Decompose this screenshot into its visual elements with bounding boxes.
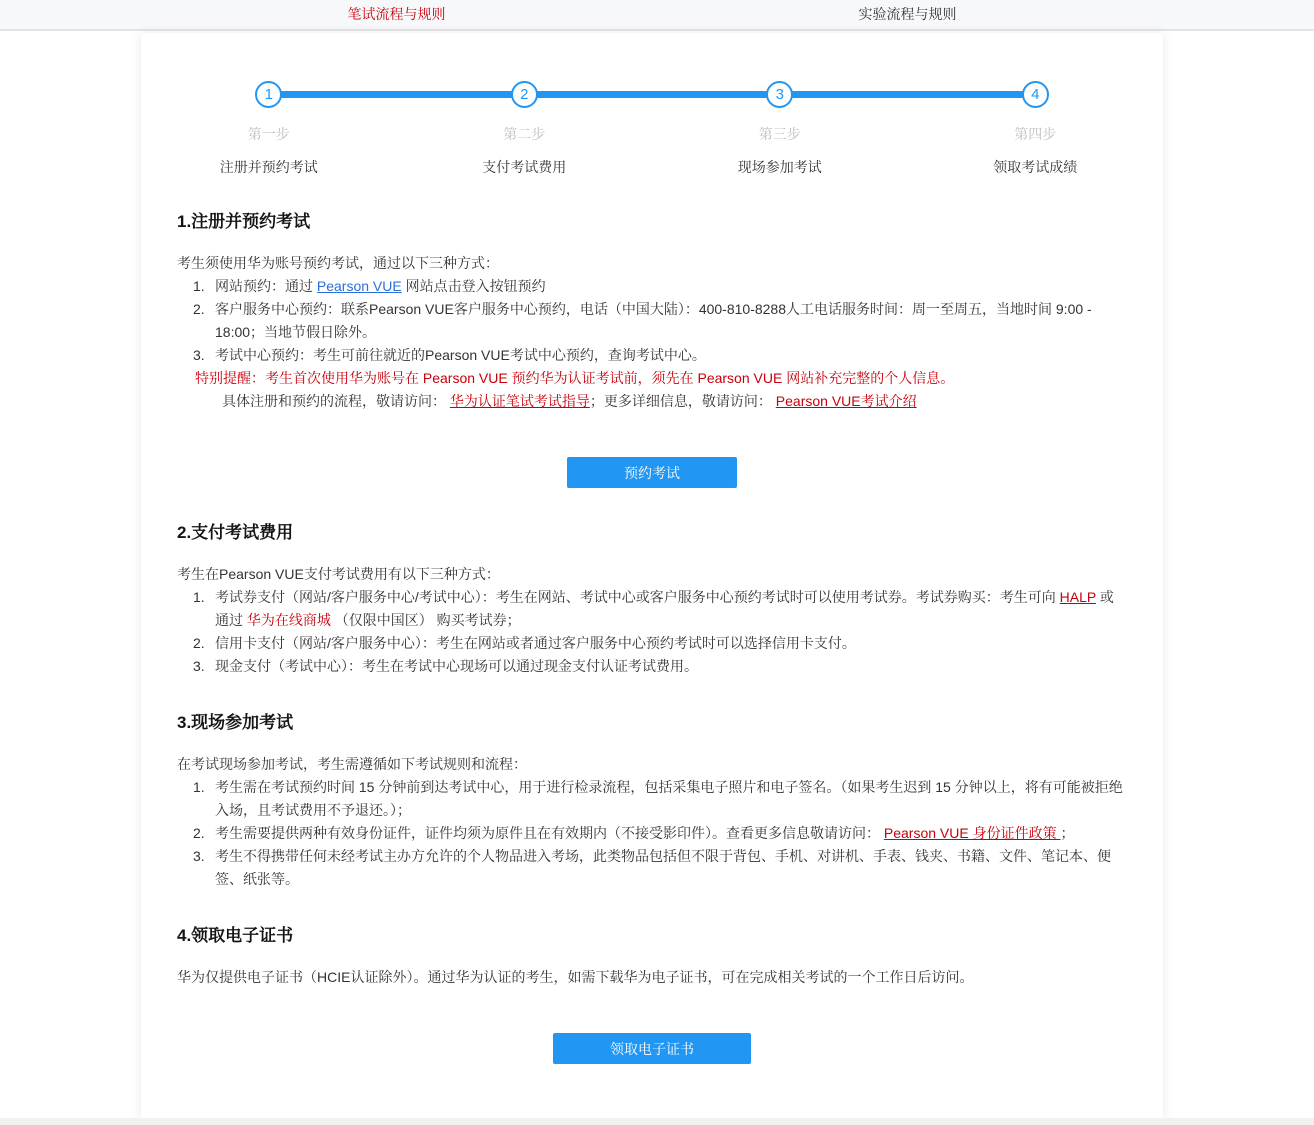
- pearson-vue-link[interactable]: Pearson VUE: [316, 278, 402, 294]
- step-label-1: 第一步: [247, 126, 290, 142]
- list-item-number: 2.: [193, 825, 205, 841]
- halp-link[interactable]: HALP: [1059, 589, 1096, 605]
- tab-written-exam[interactable]: 笔试流程与规则: [347, 6, 446, 22]
- list-item: [177, 586, 1127, 632]
- list-item: [177, 845, 1127, 891]
- section-note: [222, 390, 1127, 413]
- button-row: [177, 457, 1127, 488]
- text-segment: 或通过: [215, 589, 1114, 628]
- list-item-text: [215, 298, 1127, 344]
- step-label-2: 第二步: [503, 126, 546, 142]
- list-item: [177, 275, 1127, 298]
- list-item-number: 3.: [193, 658, 205, 674]
- list-item: [177, 822, 1127, 845]
- text-segment: 考生需在考试预约时间 15 分钟前到达考试中心，用于进行检录流程，包括采集电子照片和电子签名。（如果考生迟到 15 分钟以上，将有可能被拒绝入场，且考试费用不予退还。）；: [215, 779, 1123, 818]
- exam-process-stepper: [141, 33, 1163, 177]
- list-item: [177, 632, 1127, 655]
- list-item: [177, 655, 1127, 678]
- text-segment: 网站点击登入按钮预约: [401, 278, 546, 294]
- text-segment: 现金支付（考试中心）：考生在考试中心现场可以通过现金支付认证考试费用。: [215, 658, 698, 674]
- step-circle-3: 3: [766, 81, 793, 108]
- list-item-number: 2.: [193, 635, 205, 651]
- section-4: [177, 921, 1127, 1064]
- text-segment: ；更多详细信息，敬请访问：: [589, 393, 776, 409]
- stepper-steps: [141, 81, 1163, 177]
- list-item-text: [215, 586, 1127, 632]
- step-circle-4: 4: [1022, 81, 1049, 108]
- button-row: [177, 1033, 1127, 1064]
- section-heading-2: 2.支付考试费用: [177, 523, 294, 542]
- section-list: [177, 275, 1127, 367]
- list-item-text: [215, 344, 1127, 367]
- section-intro: 在考试现场参加考试，考生需遵循如下考试规则和流程：: [177, 756, 527, 772]
- list-item-number: 3.: [193, 848, 205, 864]
- list-item: [177, 776, 1127, 822]
- section-note: [195, 367, 1127, 390]
- stepper-step-3: [652, 81, 908, 177]
- text-segment: 网站预约：通过: [215, 278, 317, 294]
- step-label-3: 第三步: [758, 126, 801, 142]
- list-item: [177, 298, 1127, 344]
- step-circle-1: 1: [255, 81, 282, 108]
- section-intro: 考生须使用华为账号预约考试，通过以下三种方式：: [177, 255, 499, 271]
- step-label-4: 第四步: [1014, 126, 1057, 142]
- list-item-number: 1.: [193, 278, 205, 294]
- text-segment: （仅限中国区） 购买考试券；: [330, 612, 521, 628]
- list-item-number: 3.: [193, 347, 205, 363]
- section-heading-3: 3.现场参加考试: [177, 713, 294, 732]
- text-segment: 具体注册和预约的流程，敬请访问：: [222, 393, 450, 409]
- stepper-step-4: [908, 81, 1164, 177]
- section-intro: 华为仅提供电子证书（HCIE认证除外）。通过华为认证的考生，如需下载华为电子证书，可在完成相关考试的一个工作日后访问。: [177, 969, 974, 985]
- step-title-2: 支付考试费用: [482, 159, 567, 175]
- text-segment: 考试中心预约：考生可前往就近的Pearson VUE考试中心预约，查询考试中心。: [215, 347, 706, 363]
- step-title-1: 注册并预约考试: [219, 159, 318, 175]
- stepper-step-2: [397, 81, 653, 177]
- step-title-4: 领取考试成绩: [993, 159, 1078, 175]
- section-list: [177, 776, 1127, 891]
- sections-container: [141, 207, 1163, 1064]
- section-intro: 考生在Pearson VUE支付考试费用有以下三种方式：: [177, 566, 500, 582]
- written-exam-guide-link[interactable]: 华为认证笔试考试指导: [449, 393, 590, 409]
- section-1: [177, 207, 1127, 488]
- text-segment: 考生不得携带任何未经考试主办方允许的个人物品进入考场，此类物品包括但不限于背包、手机、对讲机、手表、钱夹、书籍、文件、笔记本、便签、纸张等。: [215, 848, 1111, 887]
- text-segment: 客户服务中心预约：联系Pearson VUE客户服务中心预约，电话（中国大陆）：400-810-8288人工电话服务时间：周一至周五，当地时间 9:00 - 18:00；当地节假日除外。: [215, 301, 1092, 340]
- huawei-online-store-link[interactable]: 华为在线商城: [246, 612, 331, 628]
- top-tab-bar: [0, 0, 1314, 31]
- text-segment: 信用卡支付（网站/客户服务中心）：考生在网站或者通过客户服务中心预约考试时可以选择信用卡支付。: [215, 635, 856, 651]
- list-item-text: [215, 822, 1127, 845]
- list-item-number: 1.: [193, 779, 205, 795]
- tab-lab-exam[interactable]: 实验流程与规则: [858, 6, 957, 22]
- list-item: [177, 344, 1127, 367]
- step-title-3: 现场参加考试: [737, 159, 822, 175]
- text-segment: 考生需要提供两种有效身份证件，证件均须为原件且在有效期内（不接受影印件）。查看更多信息敬请访问：: [215, 825, 884, 841]
- id-policy-link[interactable]: Pearson VUE 身份证件政策: [883, 825, 1061, 841]
- list-item-text: [215, 655, 1127, 678]
- text-segment: 特别提醒：考生首次使用华为账号在 Pearson VUE 预约华为认证考试前，须先在 Pearson VUE 网站补充完整的个人信息。: [195, 370, 955, 386]
- list-item-text: [215, 275, 1127, 298]
- top-tab-bar-inner: [141, 0, 1163, 29]
- book-exam-button[interactable]: 预约考试: [567, 457, 737, 488]
- pearson-vue-exam-intro-link[interactable]: Pearson VUE考试介绍: [775, 393, 917, 409]
- section-heading-1: 1.注册并预约考试: [177, 212, 311, 231]
- section-3: [177, 708, 1127, 891]
- list-item-text: [215, 776, 1127, 822]
- list-item-number: 1.: [193, 589, 205, 605]
- page-bottom-strip: [0, 1118, 1314, 1125]
- step-circle-2: 2: [511, 81, 538, 108]
- section-2: [177, 518, 1127, 678]
- section-heading-4: 4.领取电子证书: [177, 926, 294, 945]
- stepper-step-1: [141, 81, 397, 177]
- section-list: [177, 586, 1127, 678]
- claim-e-certificate-button[interactable]: 领取电子证书: [553, 1033, 751, 1064]
- content-card: [141, 33, 1163, 1118]
- text-segment: ；: [1060, 825, 1075, 841]
- list-item-text: [215, 845, 1127, 891]
- list-item-number: 2.: [193, 301, 205, 317]
- list-item-text: [215, 632, 1127, 655]
- text-segment: 考试券支付（网站/客户服务中心/考试中心）：考生在网站、考试中心或客户服务中心预约考试时可以使用考试券。考试券购买：考生可向: [215, 589, 1060, 605]
